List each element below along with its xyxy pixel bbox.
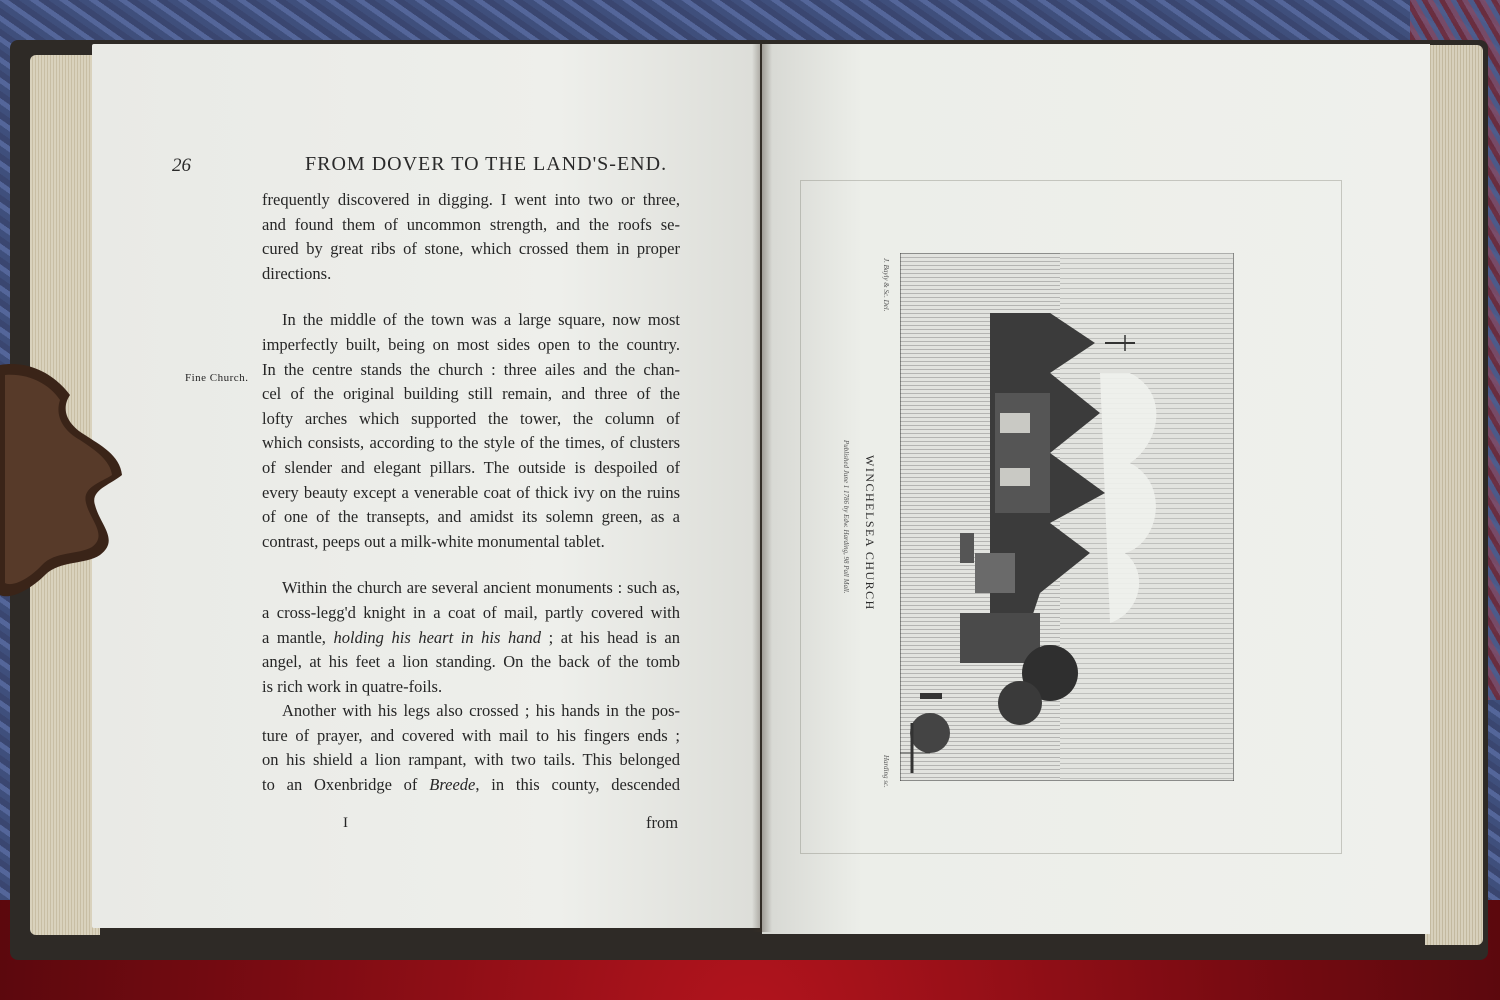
text-line: In the middle of the town was a large square, now most [282, 310, 680, 330]
signature-mark: I [343, 815, 348, 831]
book-gutter [752, 44, 772, 932]
text-line: lofty arches which supported the tower, the column of [262, 408, 680, 428]
page-number: 26 [172, 155, 191, 176]
engraver-credit-bottom: Harding sc. [882, 755, 890, 788]
text-line: a cross-legg'd knight in a coat of mail, partly covered with [262, 602, 680, 622]
text-line: is rich work in quatre-foils. [262, 676, 443, 696]
body-text [262, 188, 680, 798]
italic-phrase: holding his heart in his hand [333, 627, 542, 647]
text-line: imperfectly built, being on most sides open to the country. [262, 334, 680, 354]
text-line: ture of prayer, and covered with mail to his fingers ends ; [262, 725, 680, 745]
italic-name: Breede [429, 775, 476, 795]
publisher-line: Published June 1 1786 by Edw. Harding, 98 Pall Mall. [842, 440, 850, 594]
text-line: of one of the transepts, and amidst its solemn green, as a [262, 507, 680, 527]
text-line: Another with his legs also crossed ; his hands in the pos- [282, 701, 680, 721]
church-engraving [900, 253, 1234, 781]
text-line: Within the church are several ancient monuments : such as, [282, 578, 680, 598]
page-clip [0, 355, 125, 600]
text-line: every beauty except a venerable coat of thick ivy on the ruins [262, 482, 680, 502]
text-line: contrast, peeps out a milk-white monumental tablet. [262, 531, 605, 551]
text-line: cel of the original building still remain, and three of the [262, 384, 680, 404]
text-line: and found them of uncommon strength, and the roofs se- [262, 214, 680, 234]
text-line: on his shield a lion rampant, with two tails. This belonged [262, 750, 680, 770]
plate-title: WINCHELSEA CHURCH [863, 455, 877, 611]
running-head: FROM DOVER TO THE LAND'S-END. [305, 153, 668, 175]
engraver-credit-top: J. Bayly & Sc. Del. [882, 258, 890, 312]
text-line-with-italic: a mantle, holding his heart in his hand ; at his head is an [262, 627, 680, 647]
catchword: from [646, 813, 679, 832]
text-line: directions. [262, 263, 332, 283]
page-edges-right [1425, 45, 1483, 945]
text-line: frequently discovered in digging. I went into two or three, [262, 190, 680, 209]
text-line: which consists, according to the style of the times, of clusters [262, 433, 680, 453]
text-line: of slender and elegant pillars. The outside is despoiled of [262, 457, 680, 477]
text-line: to an Oxenbridge of Breede, in this county, descended [262, 775, 680, 795]
text-line: In the centre stands the church : three ailes and the chan- [262, 359, 680, 379]
text-line: angel, at his feet a lion standing. On the back of the tomb [262, 652, 680, 672]
text-line: cured by great ribs of stone, which crossed them in proper [262, 239, 680, 259]
margin-note: Fine Church. [185, 372, 249, 384]
